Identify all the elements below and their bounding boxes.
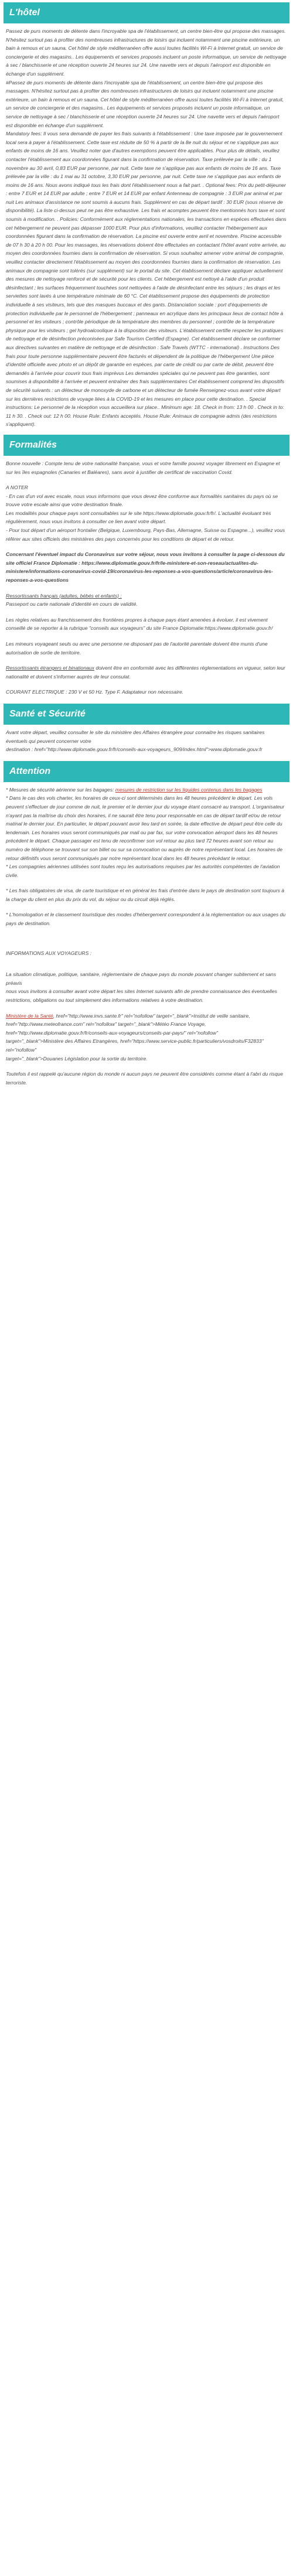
formalites-item-underline: Ressortissants étrangers et binationaux [6,665,94,671]
liquids-restriction-link[interactable]: mesures de restriction sur les liquides contenus dans les bagages [115,786,263,793]
ministry-health-link[interactable]: Ministère de la Santé [6,1012,53,1019]
formalites-item-text: Les mineurs voyageant seuls ou avec une personne ne disposant pas de l'autorité parentale doivent être munis d'une autorisation de sortie de territoire. [6,641,268,656]
hotel-paragraph: Mandatory fees: Il vous sera demandé de payer les frais suivants à l'établissement : Une taxe imposée par le gouvernement local sera à payer à l'établissement. Cette taxe est réduite de 50 % à partir de la 8e nuit du séjour et ne s'applique pas aux enfants de moins de 16 ans. Veuillez noter que d'autres exemptions peuvent être applicables. Pour plus de détails, veuillez contacter l'établissement aux coordonnées figurant dans la confirmation de réservation. Taxe prélevée par la ville : du 1 novembre au 30 avril, 0,83 EUR par personne, par nuit. Cette taxe ne s'applique pas aux enfants de moins de 16 ans. Taxe prélevée par la ville : du 1 mai au 31 octobre, 3,30 EUR par personne, par nuit. Cette taxe ne s'applique pas aux enfants de moins de 16 ans. Nous avons indiqué tous les frais dont l'établissement nous a fait part. . Optional fees: Prix du petit-déjeuner : entre 7 EUR et 14 EUR par adulte ; entre 7 EUR et 14 EUR par enfant Antenneau de compagnie : 3 EUR par animal et par nuit Les animaux d'assistance ne sont soumis à aucuns frais. Supplément en cas de départ tardif : 30 EUR (sous réserve de disponibilité). La liste ci-dessus peut ne pas être exhaustive. Les frais et acomptes peuvent être mentionnés hors taxe et sont soumis à modification. . Policies: Conformément aux réglementations nationales, les transactions en espèces effectuées dans cet hébergement ne peuvent pas dépasser 1000 EUR. Pour plus d'informations, veuillez contacter l'hébergement aux coordonnées figurant dans la confirmation de réservation. La piscine est ouverte entre avril et novembre. Piscine accessible de 07 h 30 à 20 h 00. Pour les massages, les réservations doivent être effectuées en contactant l'hôtel avant votre arrivée, au moyen des coordonnées fournies dans la confirmation de réservation. Si vous souhaitez amener votre animal de compagnie, veuillez contacter directement l'établissement au moyen des coordonnées fournies dans la confirmation de réservation. Les animaux de compagnie sont tolérés (sur supplément) sur le portail du site. Cet établissement déclare appliquer actuellement des mesures de nettoyage renforcé et de sécurité pour les clients. Cet hébergement est nettoyé à l'aide d'un produit désinfectant ; les surfaces fréquemment touchées sont nettoyées à l'aide de désinfectant entre les séjours ; les draps et les serviettes sont lavés à une température minimale de 60 °C. Cet établissement propose des équipements de protection individuelle à ses visiteurs, tels que des masques buccaux et des gants. Distanciation sociale : port d'équipements de protection individuelle par le personnel de l'hébergement ; panneaux en acrylique dans les principaux lieux de contact hôte à personnel et les visiteurs ; contrôle périodique de la température des membres du personnel ; contrôle de la température physique pour les visiteurs ; gel hydroalcoolique à la disposition des visiteurs. L'établissement certifie respecter les pratiques de nettoyage et de désinfection préconisées par Safe Tourism Certified (Espagne). Cet établissement déclare se conformer aux directives suivantes en matière de nettoyage et de désinfection : Safe Travels (WTTC - international) . Instructions Des frais pour toute personne supplémentaire peuvent être facturés et dépendent de la politique de l'hébergement Une pièce d'identité officielle avec photo et un dépôt de garantie en espèces, par carte de crédit ou par carte de débit, peuvent être demandés à l'arrivée pour couvrir tous frais imprévus Les demandes spéciales qui ne peuvent pas être garanties, sont soumises à disponibilité à l'arrivée et peuvent entraîner des frais supplémentaires Cet établissement comprend les dispositifs de sécurité suivants : un détecteur de monoxyde de carbone et un détecteur de fumée Renseignez-vous avant votre départ sur les dernières restrictions de voyage liées à la COVID-19 et les mesures en place pour cette destination. . Special instructions: Le personnel de la réception vous accueillera sur place.. Minimum age: 18. Check in from: 13 h 00 . Check in to: 11 h 30. . Check out: 12 h 00. House Rule: Enfants acceptés. House Rule: Animaux de compagnie admis (des restrictions s'appliquent). [6,131,287,428]
attention-item: * Les frais obligatoires de visa, de carte touristique et en général les frais d'entrée dans le pays de destination sont toujours à la charge du client en plus du prix du vol, du séjour ou du circuit déjà réglés. [6,888,285,902]
section-header-attention: Attention [4,761,289,782]
formalites-note: A NOTER - En cas d'un vol avec escale, nous vous informons que vous devez être conforme aux formalités sanitaires du pays où se trouve votre escale ainsi que votre destination finale. Les modalités pour chaque pays sont consultables sur le site https://www.diplomatie.gouv.fr/fr/. L'actualité évoluant très régulièrement, nous vous invitons à consulter ce lien avant votre départ. - Pour tout départ d'un aéroport frontalier (Belgique, Luxembourg, Pays-Bas, Allemagne, Suisse ou Espagne...), veuillez vous référer aux sites officiels des ministères des pays concernés pour les conditions de départ et de retour. [6,485,285,542]
hotel-paragraph: #Passez de purs moments de détente dans l'incroyable spa de l'établissement, un centre bien-être qui propose des massages. N'hésitez surtout pas à profiter des nombreuses infrastructures de loisirs qui incluent notamment une piscine extérieure, un bain à remous et un sauna. Cet hôtel de style méditerranéen offre aussi toutes facilités Wi-Fi à Internet gratuit, un service de conciergerie et des magasins.. Les équipements et services proposés incluent un poste informatique, un service de nettoyage à sec / blanchisserie et une réception ouverte 24 heures sur 24. Une navette vers et depuis l'aéroport est disponible en échange d'un supplément. [6,79,284,128]
attention-item-prefix: * Mesures de sécurité aérienne sur les bagages: [6,786,114,793]
attention-content [4,786,289,928]
attention-item [6,786,287,880]
page [0,2,293,1108]
sante-paragraph: Avant votre départ, veuillez consulter le site du ministère des Affaires étrangère pour connaitre les risques sanitaires éventuels qui peuvent concerner votre destination : href="http://www.diplomatie.gouv.fr/fr/conseils-aux-voyageurs_909/index.html">www.diplomatie.gouv.fr [6,729,265,753]
hotel-paragraph: Passez de purs moments de détente dans l'incroyable spa de l'établissement, un centre bien-être qui propose des massages. N'hésitez surtout pas à profiter des nombreuses infrastructures de loisirs qui incluent notamment une piscine extérieure, un bain à remous et un sauna. Cet hôtel de style méditerranéen offre aussi toutes facilités Wi-Fi à Internet gratuit, un service de conciergerie et des magasins.. Les équipements et services proposés incluent un poste informatique, un service de nettoyage à sec / blanchisserie et une réception ouverte 24 heures sur 24. Une navette vers et depuis l'aéroport est disponible en échange d'un supplément. [6,28,287,77]
section-header-hotel: L'hôtel [4,2,289,23]
formalites-item [6,592,287,609]
formalites-paragraph: Bonne nouvelle : Compte tenu de votre nationalité française, vous et votre famille pouvez voyager librement en Espagne et sur les îles espagnoles (Canaries et Baléares), sans avoir à justifier de certificat de vaccination Covid. [6,460,280,475]
formalites-item-text: Les règles relatives au franchissement des frontières propres à chaque pays étant amenées à évoluer, il est vivement conseillé de se reporter à la rubrique "conseils aux voyageurs" du site France Diplomatie:https://www.diplomatie.gouv.fr/ [6,616,273,632]
info-heading: INFORMATIONS AUX VOYAGEURS : [6,950,92,956]
coronavirus-notice: Concernant l'éventuel impact du Coronavirus sur votre séjour, nous vous invitons à consulter la page ci-dessous du site officiel France Diplomatie : https://www.diplomatie.gouv.fr/fr/le-ministere-et-son-reseau/actualites-du-ministere/informations-coronavirus-covid-19/coronavirus-les-reponses-a-vos-questions/article/coronavirus-les-reponses-a-vos-questions [6,551,285,584]
formalites-item-text: Passeport ou carte nationale d'identité en cours de validité. [6,601,138,608]
sante-content [4,728,289,754]
formalites-content [4,459,289,697]
attention-item-text: * Dans le cas des vols charter, les horaires de ceux-ci sont déterminés dans les 48 heures précédent le départ. Les vols peuvent s'effectuer de jour comme de nuit, le premier et le dernier jour du voyage étant consacré au transport. L'organisateur n'ayant pas la maîtrise du choix des horaires, il ne saurait être tenu pour responsable en cas de départ tardif et/ou de retour matinal le dernier jour. En particulier, le départ pouvant avoir lieu tard en soirée, la date effective de départ peut être celle du lendemain. Les horaires vous seront communiqués par mail ou par fax, sur votre convocation aéroport dans les 48 heures précédent le départ. Chaque passager est tenu de reconfirmer son vol retour au plus tard 72 heures avant son retour au numéro de téléphone se trouvant sur son billet ou sur sa convocation ou auprès de notre représentant local. Les horaires de retour définitifs vous seront communiqués par notre représentant local dans les 48 heures précédant le retour. * Les compagnies aériennes utilisées sont toutes reçu les autorisations requises par les autorités compétentes de l'aviation civile. [6,795,285,878]
electric-current: COURANT ELECTRIQUE : 230 V et 50 Hz. Type F. Adaptateur non nécessaire. [6,689,184,695]
hotel-description [4,27,289,429]
formalites-item [6,664,287,681]
formalites-item-underline: Ressortissants français (adultes, bébés et enfants) : [6,592,122,599]
formalites-item-text: doivent être en conformité avec les différentes réglementations en vigueur, selon leur nationalité et doivent s'informer auprès de leur consulat. [6,665,285,680]
section-header-sante: Santé et Sécurité [4,704,289,725]
info-content [4,949,289,1087]
terrorism-notice: Toutefois il est rappelé qu'aucune région du monde ni aucun pays ne peuvent être considérés comme étant à l'abri du risque terroriste. [6,1071,284,1086]
attention-item: * L'homologation et le classement touristique des modes d'hébergement correspondent à la réglementation ou aux usages du pays de destination. [6,912,286,927]
info-links-text: , href="http://www.invs.sante.fr" rel="nofollow" target="_blank">Institut de veille sanitaire, href="http://www.meteofrance.com" rel="nofollow" target="_blank">Météo France Voyage, href="http://www.diplomatie.gouv.fr/fr/conseils-aux-voyageurs/conseils-par-pays/" rel="nofollow" target="_blank">Ministère des Affaires Etrangères, href="https://www.service-public.fr/particuliers/vosdroits/F32833" rel="nofollow" target="_blank">Douanes Législation pour la sortie du territoire. [6,1012,264,1062]
section-header-formalites: Formalités [4,435,289,456]
info-links [6,1012,287,1063]
info-paragraph: La situation climatique, politique, sanitaire, réglementaire de chaque pays du monde pouvant changer subitement et sans préavis nous vous invitons à consulter avant votre départ les sites Internet suivants afin de prendre connaissance des éventuelles restrictions, obligations ou tout simplement des informations relatives à votre destination. [6,971,277,1004]
